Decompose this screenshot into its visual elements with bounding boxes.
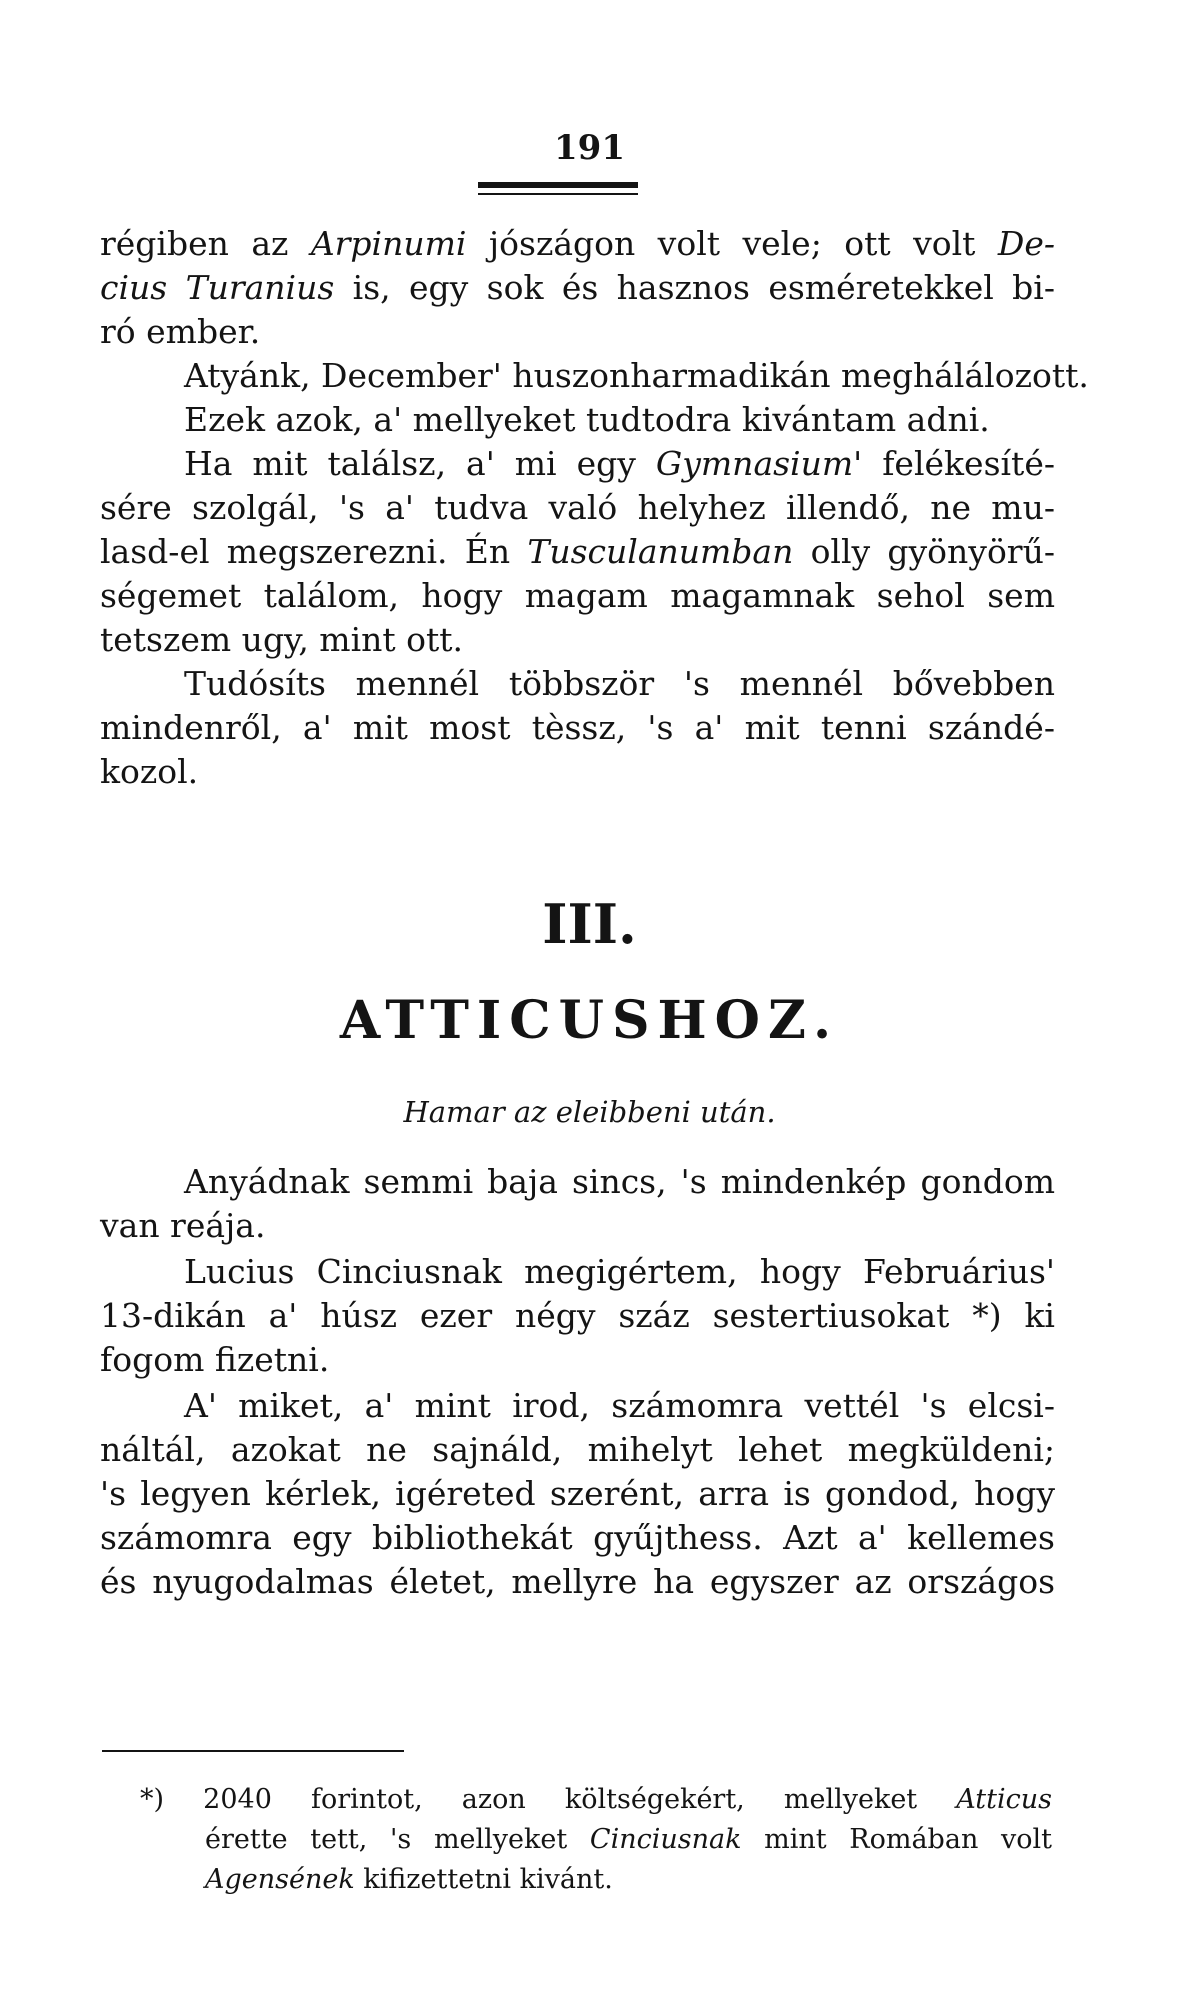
text-line: régiben az Arpinumi jószágon volt vele; ott volt De- <box>100 224 1055 263</box>
footnote-marker: *) <box>140 1784 165 1815</box>
text-line: A' miket, a' mint irod, számomra vettél 's elcsi- <box>184 1386 1055 1425</box>
page-number: 191 <box>554 128 625 168</box>
footnote-rule <box>102 1750 404 1752</box>
section-number: III. <box>542 892 637 956</box>
text-line: Lucius Cinciusnak megigértem, hogy Februárius' <box>184 1252 1055 1291</box>
text-line: cius Turanius is, egy sok és hasznos esméretekkel bi- <box>100 268 1055 307</box>
footnote-line: *) 2040 forintot, azon költségekért, mellyeket Atticus <box>140 1784 1052 1815</box>
text-line: és nyugodalmas életet, mellyre ha egyszer az országos <box>100 1562 1055 1601</box>
text-line: Anyádnak semmi baja sincs, 's mindenkép gondom <box>184 1162 1055 1201</box>
footnote-line: érette tett, 's mellyeket Cinciusnak mint Romában volt <box>205 1824 1052 1855</box>
header-rule-thick <box>478 182 638 188</box>
text-line: 's legyen kérlek, igéreted szerént, arra is gondod, hogy <box>100 1474 1055 1513</box>
text-line: Tudósíts mennél többször 's mennél bővebben <box>184 664 1055 703</box>
text-line: ró ember. <box>100 312 261 351</box>
text-line: számomra egy bibliothekát gyűjthess. Azt a' kellemes <box>100 1518 1055 1557</box>
text-line: náltál, azokat ne sajnáld, mihelyt lehet megküldeni; <box>100 1430 1055 1469</box>
section-subtitle: Hamar az eleibbeni után. <box>403 1095 776 1129</box>
text-line: mindenről, a' mit most tèssz, 's a' mit tenni szándé- <box>100 708 1055 747</box>
footnote-line: Agensének kifizettetni kivánt. <box>205 1864 613 1895</box>
section-heading: ATTICUSHOZ. <box>339 990 840 1051</box>
header-rule-thin <box>478 193 638 195</box>
text-line: Ha mit találsz, a' mi egy Gymnasium' felékesíté- <box>184 444 1056 483</box>
text-line: fogom fizetni. <box>100 1340 330 1379</box>
paragraph: Atyánk, December' huszonharmadikán meghálálozott. <box>184 356 1089 395</box>
text-line: 13-dikán a' húsz ezer négy száz sestertiusokat *) ki <box>100 1296 1055 1335</box>
text-line: sére szolgál, 's a' tudva való helyhez illendő, ne mu- <box>100 488 1055 527</box>
text-line: tetszem ugy, mint ott. <box>100 620 464 659</box>
text-line: van reája. <box>100 1206 266 1245</box>
text-line: lasd-el megszerezni. Én Tusculanumban olly gyönyörű- <box>100 532 1055 571</box>
text-line: kozol. <box>100 752 199 791</box>
text-line: ségemet találom, hogy magam magamnak sehol sem <box>100 576 1055 615</box>
paragraph: Ezek azok, a' mellyeket tudtodra kivántam adni. <box>184 400 990 439</box>
